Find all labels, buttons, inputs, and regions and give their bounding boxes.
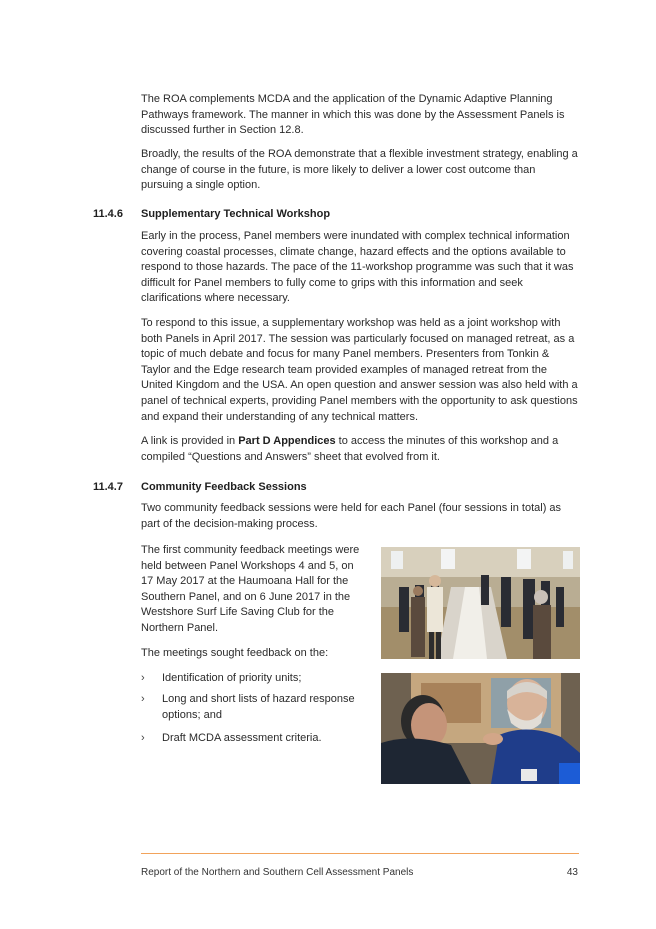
hall-meeting-photo: [381, 547, 580, 659]
appendix-link-suffix: to access the minutes of this workshop and a compiled “Questions and Answers” sheet that evolved from it.: [141, 435, 559, 463]
workshop-paragraph-2: To respond to this issue, a supplementary workshop was held as a joint workshop with both Panels in April 2017. The session was particularly focused on managed retreat, as a topic of much debate and focus for many Panel members. Presenters from Tonkin & Taylor and the Edge research team provided examples of managed retreat from the United Kingdom and the USA. An open question and answer session was also held with a panel of technical experts, providing Panel members with the opportunity to ask questions and expand their understanding of any technical matters.: [141, 317, 578, 423]
discussion-photo: [381, 673, 580, 784]
intro-paragraph-1: The ROA complements MCDA and the application of the Dynamic Adaptive Planning Pathways framework. The manner in which this was done by the Assessment Panels is discussed further in Section 12.8.: [141, 93, 565, 137]
feedback-paragraph-1: Two community feedback sessions were held for each Panel (four sessions in total) as part of the decision-making process.: [141, 502, 562, 530]
bullet-text: Draft MCDA assessment criteria.: [162, 732, 322, 744]
footer-rule: [141, 853, 579, 854]
feedback-paragraph-3: The meetings sought feedback on the:: [141, 647, 329, 659]
workshop-paragraph-3: [141, 434, 579, 465]
bullet-text: Long and short lists of hazard response options; and: [162, 693, 355, 721]
part-d-appendices-reference: Part D Appendices: [238, 435, 336, 447]
feedback-paragraph-2: The first community feedback meetings were held between Panel Workshops 4 and 5, on 17 May 2017 at the Haumoana Hall for the Southern Panel, and on 6 June 2017 in the Westshore Surf Life Saving Club for the Northern Panel.: [141, 544, 360, 634]
intro-paragraph-2: Broadly, the results of the ROA demonstrate that a flexible investment strategy, enabling a change of course in the future, is more likely to deliver a lower cost outcome than pursuing a single option.: [141, 148, 578, 192]
footer-title: Report of the Northern and Southern Cell Assessment Panels: [141, 867, 414, 878]
section-number-11-4-7: 11.4.7: [93, 481, 123, 493]
workshop-paragraph-1: Early in the process, Panel members were inundated with complex technical information covering coastal processes, climate change, hazard effects and the options available to respond to those hazards. The pace of the 11-workshop programme was such that it was difficult for Panel members to fully come to grips with this information and seek clarifications where necessary.: [141, 230, 574, 305]
chevron-right-icon: ›: [141, 693, 145, 705]
section-heading-supplementary-workshop: Supplementary Technical Workshop: [141, 208, 331, 220]
appendix-link-prefix: A link is provided in: [141, 435, 239, 447]
chevron-right-icon: ›: [141, 672, 145, 684]
section-number-11-4-6: 11.4.6: [93, 208, 123, 220]
page-number: 43: [566, 867, 578, 878]
chevron-right-icon: ›: [141, 732, 145, 744]
bullet-text: Identification of priority units;: [162, 672, 302, 684]
section-heading-community-feedback: Community Feedback Sessions: [141, 481, 307, 493]
